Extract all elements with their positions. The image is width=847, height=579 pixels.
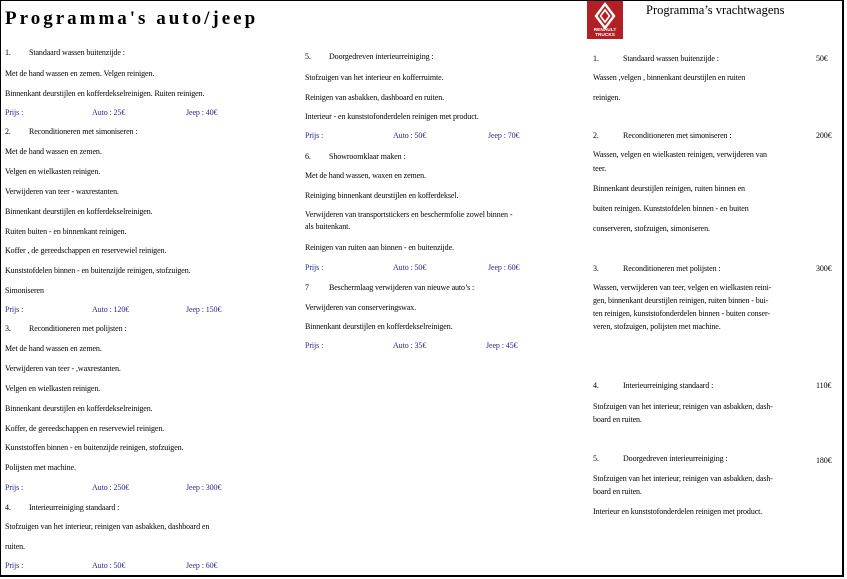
description-line: Verwijderen van transportstickers en beschermfolie zowel binnen - [305, 210, 513, 219]
description-line: Binnenkant deurstijlen en kofferdekselreinigen. [5, 207, 153, 216]
description-line: Reiniging binnenkant deurstijlen en kofferdeksel. [305, 191, 459, 200]
description-line: Binnenkant deurstijlen en kofferdekselreinigen. [5, 404, 153, 413]
description-line: Verwijderen van conserveringswax. [305, 303, 417, 312]
renault-trucks-logo [587, 1, 623, 39]
price-auto: Auto : 250€ [92, 483, 130, 492]
price-label: Prijs : [305, 263, 324, 272]
trucks-title: Programma’s vrachtwagens [646, 3, 785, 17]
section-title: Interieurreiniging standaard : [623, 381, 714, 390]
section-heading [5, 127, 137, 137]
section-heading [305, 283, 474, 293]
price-auto: Auto : 50€ [92, 561, 126, 570]
description-line: Koffer , de gereedschappen en reservewiel reinigen. [5, 246, 167, 255]
description-line: Kunststofdelen binnen - en buitenzijde reinigen, stofzuigen. [5, 266, 191, 275]
description-line: ten reinigen, kunststofonderdelen binnen - buiten conser- [593, 309, 770, 318]
price-auto: Auto : 50€ [393, 131, 427, 140]
description-line: Met de hand wassen en zemen. Velgen reinigen. [5, 69, 155, 78]
logo-text-1: RENAULT [593, 28, 617, 33]
description-line: ruiten. [5, 542, 25, 551]
description-line: reinigen. [593, 93, 621, 102]
description-line: Simoniseren [5, 286, 44, 295]
section-number: 2. [593, 131, 599, 140]
section-heading [593, 381, 713, 391]
description-line: Stofzuigen van het interieur en kofferruimte. [305, 73, 444, 82]
description-line: Stofzuigen van het interieur, reinigen van asbakken, dash- [593, 474, 773, 483]
description-line: Velgen en wielkasten reinigen. [5, 384, 101, 393]
description-line: teer. [593, 164, 607, 173]
description-line: Polijsten met machine. [5, 463, 76, 472]
price-jeep: Jeep : 150€ [186, 305, 222, 314]
description-line: board en ruiten. [593, 415, 642, 424]
section-heading [305, 52, 434, 62]
description-line: Wassen ,velgen , binnenkant deurstijlen en ruiten [593, 73, 746, 82]
section-number: 4. [593, 381, 599, 390]
section-number: 4. [5, 503, 11, 512]
price-label: Prijs : [5, 483, 24, 492]
truck-price: 180€ [816, 456, 832, 465]
price-jeep: Jeep : 300€ [186, 483, 222, 492]
price-auto: Auto : 120€ [92, 305, 130, 314]
description-line: Verwijderen van teer - waxrestanten. [5, 187, 119, 196]
price-auto: Auto : 35€ [393, 341, 427, 350]
section-title: Reconditioneren met simoniseren : [623, 131, 732, 140]
price-label: Prijs : [305, 341, 324, 350]
description-line: Met de hand wassen, waxen en zemen. [305, 171, 426, 180]
description-line: Binnenkant deurstijlen reinigen, ruiten binnen en [593, 184, 745, 193]
price-auto: Auto : 25€ [92, 108, 126, 117]
description-line: Stofzuigen van het interieur, reinigen van asbakken, dash- [593, 402, 773, 411]
description-line: Binnenkant deurstijlen en kofferdekselreinigen. [305, 322, 453, 331]
section-heading [593, 131, 731, 141]
section-title: Doorgedreven interieurreiniging : [329, 52, 434, 61]
description-line: Met de hand wassen en zemen. [5, 147, 102, 156]
price-label: Prijs : [5, 108, 24, 117]
truck-price: 50€ [816, 54, 828, 63]
section-title: Standaard wassen buitenzijde : [29, 48, 125, 57]
price-label: Prijs : [5, 561, 24, 570]
description-line: Kunststoffen binnen - en buitenzijde reinigen, stofzuigen. [5, 443, 184, 452]
price-jeep: Jeep : 60€ [488, 263, 520, 272]
price-label: Prijs : [5, 305, 24, 314]
logo-text-2: TRUCKS [595, 33, 615, 38]
description-line: Koffer, de gereedschappen en reservewiel reinigen. [5, 424, 165, 433]
truck-price: 110€ [816, 381, 832, 390]
section-number: 5. [305, 52, 311, 61]
section-heading [5, 48, 125, 58]
section-title: Reconditioneren met polijsten : [29, 324, 127, 333]
description-line: Ruiten buiten - en binnenkant reinigen. [5, 227, 127, 236]
description-line: conserveren, stofzuigen, simoniseren. [593, 224, 710, 233]
description-line: board en ruiten. [593, 487, 642, 496]
description-line: Wassen, verwijderen van teer, velgen en wielkasten reini- [593, 283, 772, 292]
section-number: 6. [305, 152, 311, 161]
description-line: Met de hand wassen en zemen. [5, 344, 102, 353]
section-heading [593, 454, 728, 464]
description-line: Verwijderen van teer - ,waxrestanten. [5, 364, 121, 373]
section-number: 5. [593, 454, 599, 463]
description-line: Interieur - en kunststofonderdelen reinigen met product. [305, 112, 479, 121]
description-line: Velgen en wielkasten reinigen. [5, 167, 101, 176]
truck-price: 300€ [816, 264, 832, 273]
section-number: 3. [5, 324, 11, 333]
section-number: 1. [5, 48, 11, 57]
section-number: 3. [593, 264, 599, 273]
description-line: Wassen, velgen en wielkasten reinigen, verwijderen van [593, 150, 767, 159]
price-auto: Auto : 50€ [393, 263, 427, 272]
section-number: 7 [305, 283, 309, 292]
price-jeep: Jeep : 60€ [186, 561, 218, 570]
description-line: buiten reinigen. Kunststofdelen binnen - en buiten [593, 204, 749, 213]
description-line: Binnenkant deurstijlen en kofferdekselreinigen. Ruiten reinigen. [5, 89, 205, 98]
section-heading [593, 264, 721, 274]
truck-price: 200€ [816, 131, 832, 140]
description-line: Stofzuigen van het interieur, reinigen van asbakken, dashboard en [5, 522, 210, 531]
description-line: als buitenkant. [305, 222, 351, 231]
section-title: Showroomklaar maken : [329, 152, 406, 161]
section-title: Reconditioneren met simoniseren : [29, 127, 138, 136]
section-title: Interieurreiniging standaard : [29, 503, 120, 512]
description-line: gen, binnenkant deurstijlen reinigen, ruiten binnen - bui- [593, 296, 769, 305]
section-heading [305, 152, 406, 162]
section-heading [593, 54, 719, 64]
section-title: Reconditioneren met polijsten : [623, 264, 721, 273]
section-number: 1. [593, 54, 599, 63]
description-line: Reinigen van ruiten aan binnen - en buitenzijde. [305, 243, 454, 252]
price-jeep: Jeep : 70€ [488, 131, 520, 140]
price-jeep: Jeep : 40€ [186, 108, 218, 117]
description-line: Reinigen van asbakken, dashboard en ruiten. [305, 93, 444, 102]
section-title: Doorgedreven interieurreiniging : [623, 454, 728, 463]
section-number: 2. [5, 127, 11, 136]
description-line: veren, stofzuigen, polijsten met machine. [593, 322, 721, 331]
section-heading [5, 324, 127, 334]
section-title: Beschermlaag verwijderen van nieuwe auto’s : [329, 283, 475, 292]
description-line: Interieur en kunststofonderdelen reinigen met product. [593, 507, 763, 516]
section-title: Standaard wassen buitenzijde : [623, 54, 719, 63]
page-title: Programma's auto/jeep [5, 8, 259, 29]
price-jeep: Jeep : 45€ [486, 341, 518, 350]
section-heading [5, 503, 119, 513]
price-label: Prijs : [305, 131, 324, 140]
